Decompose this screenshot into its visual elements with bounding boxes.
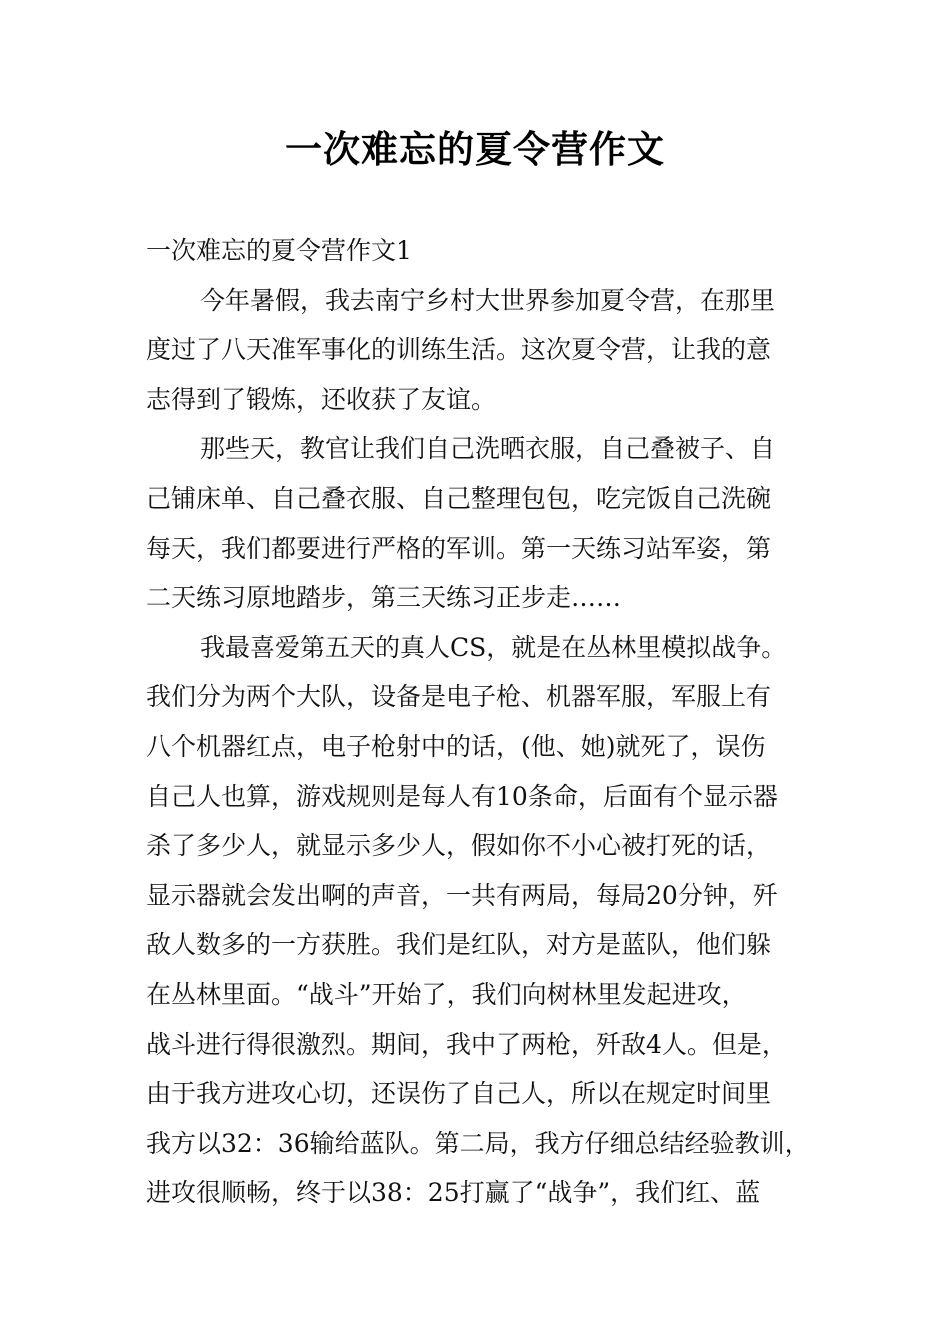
body-line: 由于我方进攻心切，还误伤了自己人，所以在规定时间里: [146, 1079, 772, 1109]
body-line: 那些天，教官让我们自己洗晒衣服，自己叠被子、自: [200, 434, 776, 464]
body-line: 我最喜爱第五天的真人CS，就是在丛林里模拟战争。: [200, 632, 787, 662]
body-line: 杀了多少人，就显示多少人，假如你不小心被打死的话，: [146, 831, 772, 861]
body-line: 今年暑假，我去南宁乡村大世界参加夏令营，在那里: [200, 285, 776, 315]
document-body: [146, 226, 821, 1218]
body-line: 自己人也算，游戏规则是每人有10条命，后面有个显示器: [146, 781, 778, 811]
document-title: 一次难忘的夏令营作文: [285, 128, 665, 171]
body-line: 我方以32：36输给蓝队。第二局，我方仔细总结经验教训，: [146, 1128, 810, 1158]
section-heading: 一次难忘的夏令营作文1: [146, 236, 412, 265]
body-line: 进攻很顺畅，终于以38：25打赢了“战争”，我们红、蓝: [146, 1178, 761, 1208]
body-line: 战斗进行得很激烈。期间，我中了两枪，歼敌4人。但是，: [146, 1029, 787, 1059]
body-line: 敌人数多的一方获胜。我们是红队，对方是蓝队，他们躲: [146, 930, 772, 960]
body-line: 显示器就会发出啊的声音，一共有两局，每局20分钟，歼: [146, 880, 778, 910]
body-line: 八个机器红点，电子枪射中的话，(他、她)就死了，误伤: [146, 731, 766, 761]
body-line: 每天，我们都要进行严格的军训。第一天练习站军姿，第: [146, 533, 772, 563]
body-line: 己铺床单、自己叠衣服、自己整理包包，吃完饭自己洗碗: [146, 483, 772, 513]
body-line: 志得到了锻炼，还收获了友谊。: [146, 384, 497, 414]
body-line: 二天练习原地踏步，第三天练习正步走……: [146, 583, 622, 613]
body-line: 我们分为两个大队，设备是电子枪、机器军服，军服上有: [146, 682, 772, 712]
body-line: 度过了八天准军事化的训练生活。这次夏令营，让我的意: [146, 335, 772, 365]
body-line: 在丛林里面。“战斗”开始了，我们向树林里发起进攻，: [146, 979, 747, 1009]
